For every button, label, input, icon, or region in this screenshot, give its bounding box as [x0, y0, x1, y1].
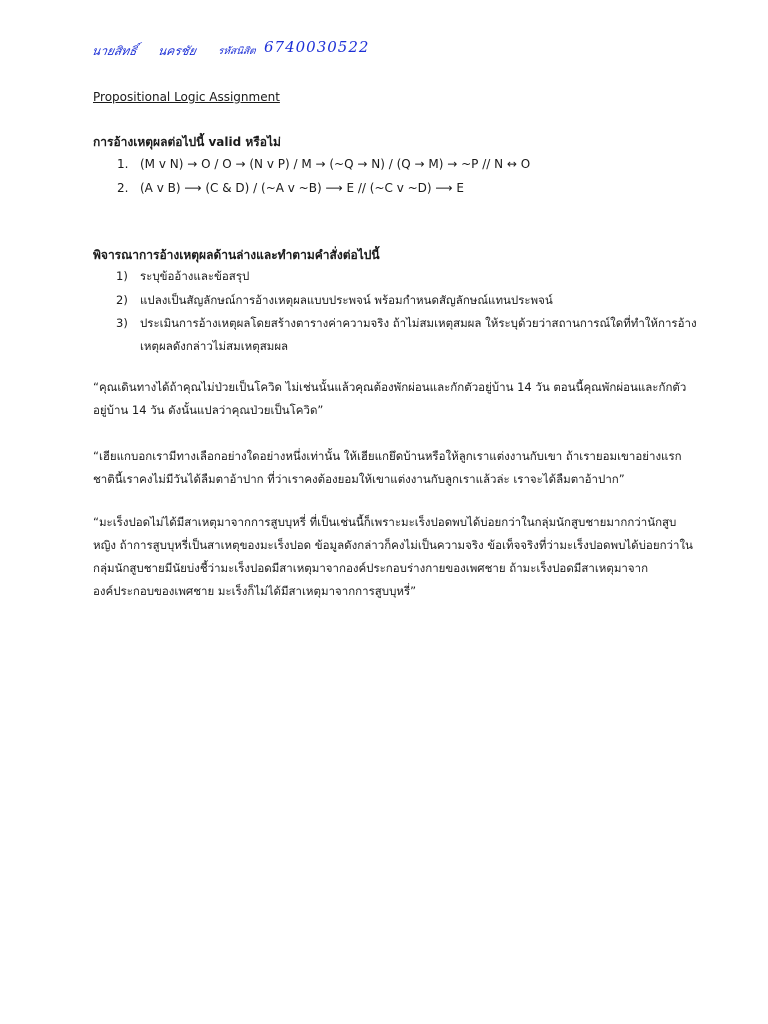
- section2-item-continuation: เหตุผลดังกล่าวไม่สมเหตุสมผล: [140, 339, 289, 353]
- section2-heading: พิจารณาการอ้างเหตุผลด้านล่างและทำตามคำสั่งต่อไปนี้: [93, 248, 380, 262]
- student-id-value: 6740030522: [264, 38, 370, 56]
- section1-heading: การอ้างเหตุผลต่อไปนี้ valid หรือไม่: [93, 135, 281, 149]
- paragraph-line: อยู่บ้าน 14 วัน ดังนั้นแปลว่าคุณป่วยเป็นโควิด”: [93, 403, 324, 417]
- paragraph-line: องค์ประกอบของเพศชาย มะเร็งก็ไม่ได้มีสาเหตุมาจากการสูบบุหรี่”: [93, 584, 417, 598]
- item-text: ระบุข้ออ้างและข้อสรุป: [140, 269, 250, 283]
- item-number: 3): [116, 316, 128, 330]
- item-text: (A v B) ⟶ (C & D) / (~A v ~B) ⟶ E // (~C v ~D) ⟶ E: [140, 181, 465, 195]
- student-id-label: รหัสนิสิต: [217, 46, 257, 57]
- paragraph-line: กลุ่มนักสูบชายมีนัยบ่งชี้ว่ามะเร็งปอดมีสาเหตุมาจากองค์ประกอบร่างกายของเพศชาย ถ้ามะเร็งปอดมีสาเหตุมาจาก: [93, 561, 649, 575]
- item-text: (M v N) → O / O → (N v P) / M → (~Q → N) / (Q → M) → ~P // N ↔ O: [140, 157, 531, 171]
- item-text: แปลงเป็นสัญลักษณ์การอ้างเหตุผลแบบประพจน์ พร้อมกำหนดสัญลักษณ์แทนประพจน์: [140, 293, 553, 307]
- item-number: 2.: [117, 181, 129, 195]
- item-number: 1): [116, 269, 128, 283]
- paragraph-line: “เฮียแกบอกเรามีทางเลือกอย่างใดอย่างหนึ่งเท่านั้น ให้เฮียแกยึดบ้านหรือให้ลูกเราแต่งงานกับเขา ถ้าเรายอมเขาอย่างแรก: [93, 449, 682, 463]
- paragraph-line: หญิง ถ้าการสูบบุหรี่เป็นสาเหตุของมะเร็งปอด ข้อมูลดังกล่าวก็คงไม่เป็นความจริง ข้อเท็จจริงที่ว่ามะเร็งปอดพบได้บ่อยกว่าใน: [93, 538, 693, 552]
- student-surname: นครชัย: [156, 44, 198, 58]
- item-number: 1.: [117, 157, 129, 171]
- student-name: นายสิทธิ์: [90, 44, 138, 58]
- item-text: ประเมินการอ้างเหตุผลโดยสร้างตารางค่าความจริง ถ้าไม่สมเหตุสมผล ให้ระบุด้วยว่าสถานการณ์ใดที่ทำให้การอ้าง: [140, 316, 697, 330]
- paragraph-line: “มะเร็งปอดไม่ได้มีสาเหตุมาจากการสูบบุหรี่ ที่เป็นเช่นนี้ก็เพราะมะเร็งปอดพบได้บ่อยกว่าในกลุ่มนักสูบชายมากกว่านักสูบ: [93, 515, 677, 529]
- item-number: 2): [116, 293, 128, 307]
- paragraph-line: “คุณเดินทางได้ถ้าคุณไม่ป่วยเป็นโควิด ไม่เช่นนั้นแล้วคุณต้องพักผ่อนและกักตัวอยู่บ้าน 14 วัน ตอนนี้คุณพักผ่อนและกักตัว: [93, 380, 687, 394]
- paragraph-line: ชาตินี้เราคงไม่มีวันได้ลืมตาอ้าปาก ที่ว่าเราคงต้องยอมให้เขาแต่งงานกับลูกเราแล้วล่ะ เราจะได้ลืมตาอ้าปาก”: [93, 472, 625, 486]
- document-title: Propositional Logic Assignment: [93, 90, 280, 104]
